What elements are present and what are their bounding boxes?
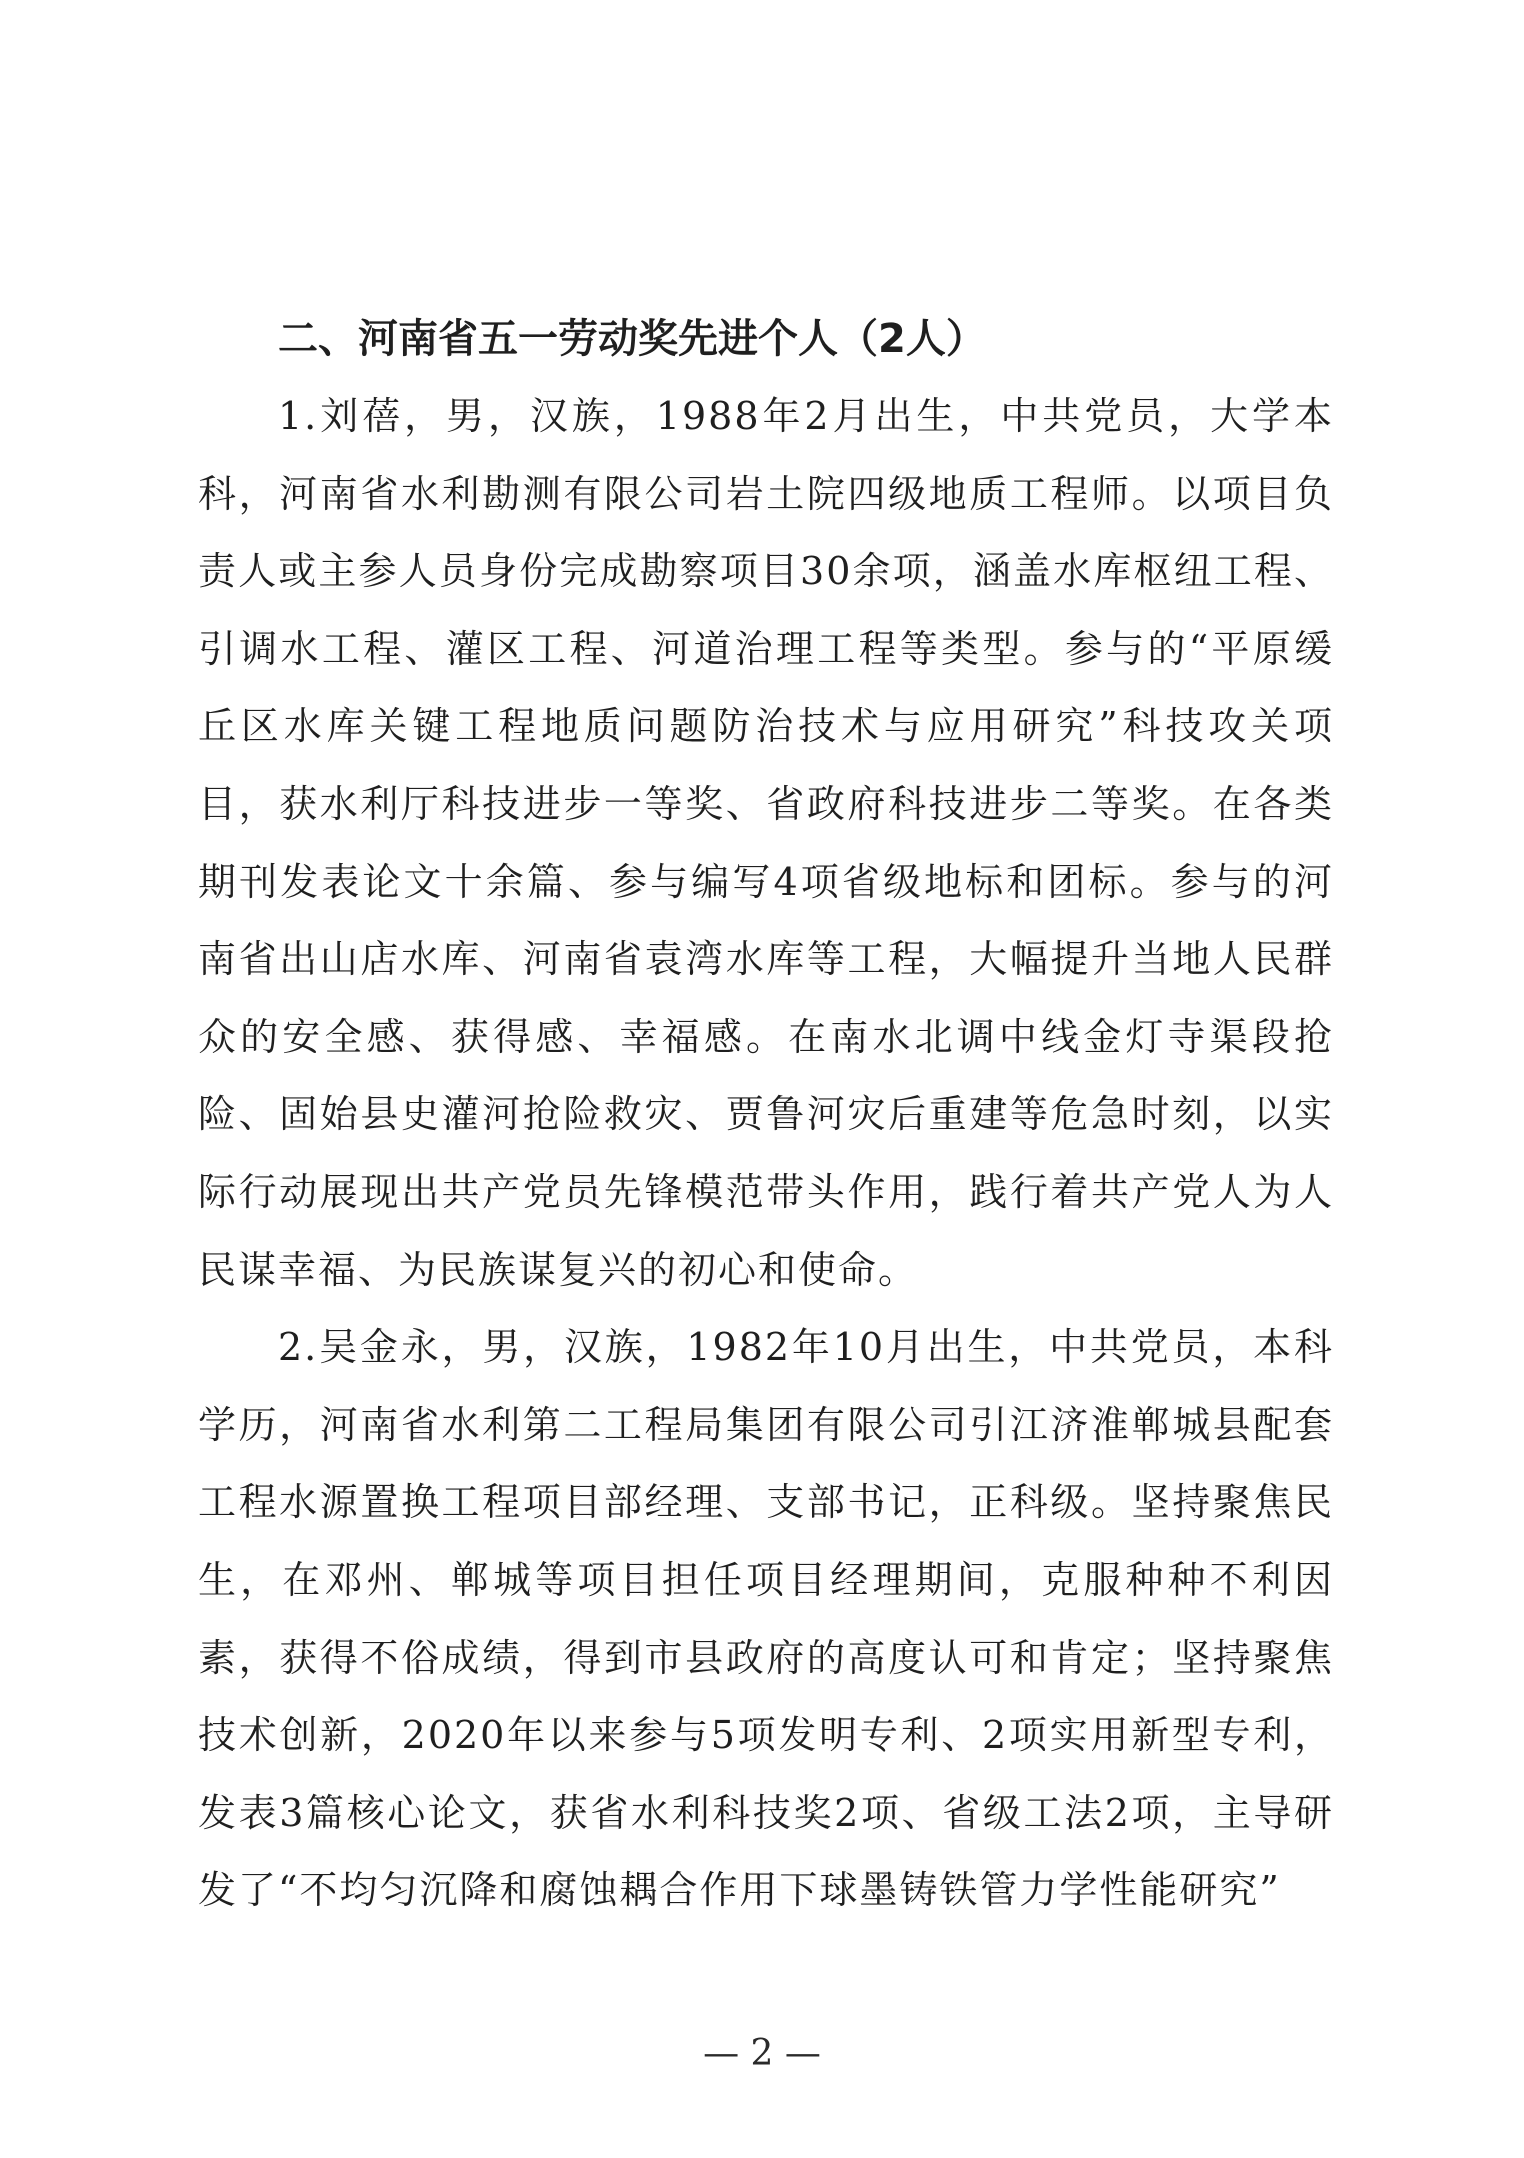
page-number: — 2 — [703, 2033, 821, 2074]
section-heading: 二、河南省五一劳动奖先进个人（2人） [278, 316, 986, 362]
paragraph-liu: 1.刘蓓，男，汉族，1988年2月出生，中共党员，大学本科，河南省水利勘测有限公司岩土院四级地质工程师。以项目负责人或主参人员身份完成勘察项目30余项，涵盖水库枢纽工程、引调水工程、灌区工程、河道治理工程等类型。参与的“平原缓丘区水库关键工程地质问题防治技术与应用研究”科技攻关项目，获水利厅科技进步一等奖、省政府科技进步二等奖。在各类期刊发表论文十余篇、参与编写4项省级地标和团标。参与的河南省出山店水库、河南省袁湾水库等工程，大幅提升当地人民群众的安全感、获得感、幸福感。在南水北调中线金灯寺渠段抢险、固始县史灌河抢险救灾、贾鲁河灾后重建等危急时刻，以实际行动展现出共产党员先锋模范带头作用，践行着共产党人为人民谋幸福、为民族谋复兴的初心和使命。 [198, 394, 1334, 1292]
paragraph-wu: 2.吴金永，男，汉族，1982年10月出生，中共党员，本科学历，河南省水利第二工程局集团有限公司引江济淮郸城县配套工程水源置换工程项目部经理、支部书记，正科级。坚持聚焦民生，在邓州、郸城等项目担任项目经理期间，克服种种不利因素，获得不俗成绩，得到市县政府的高度认可和肯定；坚持聚焦技术创新，2020年以来参与5项发明专利、2项实用新型专利，发表3篇核心论文，获省水利科技奖2项、省级工法2项，主导研发了“不均匀沉降和腐蚀耦合作用下球墨铸铁管力学性能研究” [198, 1325, 1334, 1913]
document-body [198, 300, 1334, 1930]
